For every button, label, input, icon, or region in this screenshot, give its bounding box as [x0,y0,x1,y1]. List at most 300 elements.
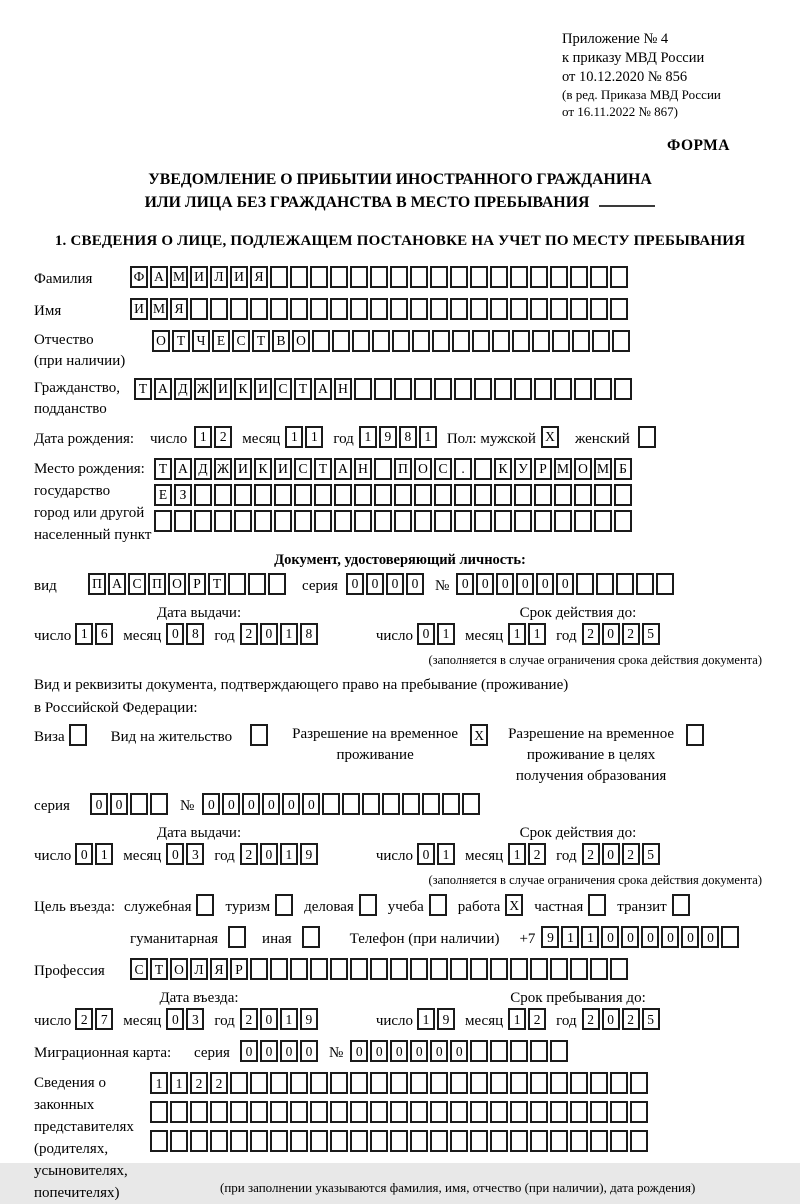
char-cell-filled[interactable]: 1 [194,426,212,448]
char-cell-empty[interactable] [510,958,528,980]
char-cell-filled[interactable]: 0 [430,1040,448,1062]
char-cell-filled[interactable]: М [150,298,168,320]
char-cell-empty[interactable] [572,330,590,352]
char-cell-filled[interactable]: 8 [186,623,204,645]
char-cell-empty[interactable] [554,510,572,532]
char-cell-filled[interactable]: Ж [194,378,212,400]
char-cell-empty[interactable] [414,510,432,532]
char-cell-filled[interactable]: Е [212,330,230,352]
purpose-private-checkbox[interactable] [588,894,608,916]
char-cell-empty[interactable] [170,1130,188,1152]
char-cell-filled[interactable]: 0 [202,793,220,815]
char-cell-empty[interactable] [590,1101,608,1123]
char-cell-filled[interactable]: 2 [622,1008,640,1030]
char-cell-filled[interactable]: А [314,378,332,400]
char-cell-filled[interactable]: 0 [602,843,620,865]
char-cell-filled[interactable]: 1 [75,623,93,645]
char-cell-empty[interactable] [550,266,568,288]
char-cell-empty[interactable] [430,1101,448,1123]
char-cell-filled[interactable]: 9 [541,926,559,948]
char-cell-empty[interactable] [350,958,368,980]
char-cell-filled[interactable]: 0 [260,843,278,865]
char-cell-filled[interactable]: 0 [602,623,620,645]
char-cell-empty[interactable] [322,793,340,815]
char-cell-empty[interactable] [510,1101,528,1123]
char-cell-empty[interactable] [69,724,87,746]
char-cell-empty[interactable] [154,510,172,532]
char-cell-filled[interactable]: 8 [300,623,318,645]
char-cell-empty[interactable] [268,573,286,595]
char-cell-empty[interactable] [590,266,608,288]
char-cell-empty[interactable] [454,378,472,400]
char-cell-filled[interactable]: 1 [95,843,113,865]
char-cell-empty[interactable] [390,1101,408,1123]
char-cell-empty[interactable] [594,510,612,532]
char-cell-empty[interactable] [610,1072,628,1094]
char-cell-empty[interactable] [616,573,634,595]
char-cell-filled[interactable]: 5 [642,623,660,645]
char-cell-filled[interactable]: Я [170,298,188,320]
char-cell-empty[interactable] [450,1072,468,1094]
char-cell-empty[interactable] [228,573,246,595]
char-cell-empty[interactable] [514,378,532,400]
char-cell-empty[interactable] [330,266,348,288]
char-cell-filled[interactable]: С [274,378,292,400]
char-cell-empty[interactable] [576,573,594,595]
char-cell-empty[interactable] [250,298,268,320]
char-cell-empty[interactable] [294,484,312,506]
char-cell-empty[interactable] [270,1130,288,1152]
char-cell-filled[interactable]: Р [188,573,206,595]
char-cell-empty[interactable] [414,484,432,506]
char-cell-empty[interactable] [330,1101,348,1123]
char-cell-filled[interactable]: 1 [280,623,298,645]
char-cell-filled[interactable]: 0 [641,926,659,948]
char-cell-empty[interactable] [430,958,448,980]
char-cell-empty[interactable] [630,1072,648,1094]
char-cell-empty[interactable] [290,1130,308,1152]
char-cell-filled[interactable]: И [130,298,148,320]
char-cell-filled[interactable]: 0 [450,1040,468,1062]
char-cell-empty[interactable] [514,484,532,506]
char-cell-filled[interactable]: 0 [701,926,719,948]
char-cell-empty[interactable] [412,330,430,352]
char-cell-filled[interactable]: 0 [681,926,699,948]
char-cell-empty[interactable] [150,793,168,815]
char-cell-empty[interactable] [470,266,488,288]
char-cell-empty[interactable] [230,1101,248,1123]
char-cell-filled[interactable]: 1 [528,623,546,645]
char-cell-filled[interactable]: 3 [186,843,204,865]
char-cell-empty[interactable] [490,1072,508,1094]
char-cell-filled[interactable]: X [470,724,488,746]
char-cell-empty[interactable] [530,266,548,288]
char-cell-filled[interactable]: 0 [90,793,108,815]
char-cell-filled[interactable]: 1 [437,843,455,865]
char-cell-empty[interactable] [310,1130,328,1152]
char-cell-filled[interactable]: 8 [399,426,417,448]
char-cell-empty[interactable] [721,926,739,948]
char-cell-empty[interactable] [370,266,388,288]
char-cell-empty[interactable] [234,510,252,532]
char-cell-filled[interactable]: П [394,458,412,480]
char-cell-empty[interactable] [390,1072,408,1094]
char-cell-empty[interactable] [294,510,312,532]
char-cell-empty[interactable] [374,378,392,400]
char-cell-empty[interactable] [290,266,308,288]
char-cell-empty[interactable] [430,266,448,288]
char-cell-filled[interactable]: 0 [386,573,404,595]
char-cell-empty[interactable] [414,378,432,400]
char-cell-filled[interactable]: 0 [536,573,554,595]
char-cell-empty[interactable] [570,1101,588,1123]
char-cell-empty[interactable] [570,298,588,320]
char-cell-filled[interactable]: 5 [642,1008,660,1030]
char-cell-filled[interactable]: 0 [456,573,474,595]
char-cell-empty[interactable] [490,1130,508,1152]
char-cell-empty[interactable] [470,1072,488,1094]
char-cell-empty[interactable] [196,894,214,916]
char-cell-filled[interactable]: 0 [300,1040,318,1062]
char-cell-filled[interactable]: 0 [410,1040,428,1062]
char-cell-filled[interactable]: 0 [280,1040,298,1062]
char-cell-empty[interactable] [534,378,552,400]
char-cell-empty[interactable] [230,1072,248,1094]
char-cell-empty[interactable] [190,1130,208,1152]
char-cell-empty[interactable] [614,484,632,506]
char-cell-filled[interactable]: А [154,378,172,400]
char-cell-empty[interactable] [290,958,308,980]
char-cell-empty[interactable] [610,958,628,980]
char-cell-empty[interactable] [270,266,288,288]
char-cell-filled[interactable]: 5 [642,843,660,865]
char-cell-empty[interactable] [470,298,488,320]
char-cell-filled[interactable]: Т [172,330,190,352]
char-cell-filled[interactable]: 1 [305,426,323,448]
char-cell-filled[interactable]: Р [534,458,552,480]
char-cell-filled[interactable]: С [130,958,148,980]
char-cell-filled[interactable]: 9 [300,843,318,865]
char-cell-empty[interactable] [290,1101,308,1123]
char-cell-filled[interactable]: . [454,458,472,480]
char-cell-empty[interactable] [494,510,512,532]
char-cell-empty[interactable] [410,1101,428,1123]
char-cell-filled[interactable]: С [434,458,452,480]
char-cell-filled[interactable]: 1 [285,426,303,448]
char-cell-empty[interactable] [462,793,480,815]
char-cell-empty[interactable] [194,510,212,532]
char-cell-empty[interactable] [472,330,490,352]
char-cell-empty[interactable] [452,330,470,352]
char-cell-empty[interactable] [530,1072,548,1094]
char-cell-empty[interactable] [432,330,450,352]
char-cell-empty[interactable] [370,1072,388,1094]
char-cell-filled[interactable]: 1 [508,1008,526,1030]
char-cell-empty[interactable] [410,958,428,980]
temp-residence-checkbox[interactable] [470,724,490,746]
char-cell-empty[interactable] [530,1101,548,1123]
char-cell-empty[interactable] [612,330,630,352]
char-cell-empty[interactable] [370,298,388,320]
char-cell-empty[interactable] [532,330,550,352]
char-cell-empty[interactable] [334,484,352,506]
char-cell-empty[interactable] [374,458,392,480]
char-cell-empty[interactable] [382,793,400,815]
char-cell-filled[interactable]: Я [210,958,228,980]
char-cell-filled[interactable]: 2 [582,623,600,645]
char-cell-filled[interactable]: 7 [95,1008,113,1030]
char-cell-empty[interactable] [250,724,268,746]
char-cell-empty[interactable] [402,793,420,815]
char-cell-empty[interactable] [214,510,232,532]
char-cell-empty[interactable] [550,1101,568,1123]
char-cell-empty[interactable] [574,378,592,400]
char-cell-filled[interactable]: О [152,330,170,352]
char-cell-filled[interactable]: О [170,958,188,980]
char-cell-empty[interactable] [656,573,674,595]
purpose-humanitarian-checkbox[interactable] [228,926,248,948]
char-cell-empty[interactable] [470,1040,488,1062]
char-cell-empty[interactable] [270,958,288,980]
char-cell-empty[interactable] [552,330,570,352]
char-cell-empty[interactable] [410,1130,428,1152]
char-cell-empty[interactable] [374,484,392,506]
char-cell-empty[interactable] [150,1101,168,1123]
char-cell-empty[interactable] [390,958,408,980]
char-cell-empty[interactable] [434,484,452,506]
char-cell-empty[interactable] [274,484,292,506]
char-cell-empty[interactable] [454,484,472,506]
char-cell-empty[interactable] [614,510,632,532]
char-cell-empty[interactable] [554,378,572,400]
char-cell-filled[interactable]: С [232,330,250,352]
char-cell-empty[interactable] [390,298,408,320]
char-cell-filled[interactable]: 0 [302,793,320,815]
char-cell-empty[interactable] [314,484,332,506]
char-cell-filled[interactable]: 0 [75,843,93,865]
char-cell-filled[interactable]: 0 [661,926,679,948]
visa-checkbox[interactable] [69,724,89,746]
char-cell-empty[interactable] [550,298,568,320]
char-cell-filled[interactable]: 0 [406,573,424,595]
char-cell-empty[interactable] [570,1072,588,1094]
char-cell-filled[interactable]: 2 [622,623,640,645]
char-cell-empty[interactable] [590,298,608,320]
char-cell-empty[interactable] [250,958,268,980]
sex-female-checkbox[interactable] [638,426,658,448]
char-cell-empty[interactable] [274,510,292,532]
char-cell-filled[interactable]: М [170,266,188,288]
char-cell-filled[interactable]: И [190,266,208,288]
char-cell-filled[interactable]: 0 [260,1040,278,1062]
char-cell-filled[interactable]: 0 [260,1008,278,1030]
char-cell-empty[interactable] [190,1101,208,1123]
char-cell-empty[interactable] [450,266,468,288]
purpose-business-checkbox[interactable] [359,894,379,916]
char-cell-empty[interactable] [570,958,588,980]
char-cell-filled[interactable]: А [174,458,192,480]
char-cell-filled[interactable]: Л [210,266,228,288]
char-cell-filled[interactable]: О [574,458,592,480]
char-cell-filled[interactable]: М [554,458,572,480]
char-cell-filled[interactable]: К [494,458,512,480]
char-cell-filled[interactable]: С [128,573,146,595]
temp-residence-edu-checkbox[interactable] [686,724,706,746]
char-cell-empty[interactable] [550,1072,568,1094]
char-cell-filled[interactable]: Т [294,378,312,400]
char-cell-empty[interactable] [590,1072,608,1094]
char-cell-filled[interactable]: X [541,426,559,448]
char-cell-empty[interactable] [610,266,628,288]
char-cell-filled[interactable]: 0 [621,926,639,948]
char-cell-empty[interactable] [228,926,246,948]
char-cell-filled[interactable]: 0 [166,1008,184,1030]
char-cell-filled[interactable]: Т [252,330,270,352]
char-cell-empty[interactable] [354,378,372,400]
char-cell-empty[interactable] [430,298,448,320]
char-cell-filled[interactable]: Р [230,958,248,980]
char-cell-filled[interactable]: 1 [170,1072,188,1094]
char-cell-empty[interactable] [450,958,468,980]
char-cell-empty[interactable] [510,298,528,320]
char-cell-filled[interactable]: Е [154,484,172,506]
char-cell-filled[interactable]: 0 [476,573,494,595]
char-cell-empty[interactable] [554,484,572,506]
char-cell-empty[interactable] [490,298,508,320]
char-cell-filled[interactable]: Ч [192,330,210,352]
char-cell-filled[interactable]: 1 [280,843,298,865]
char-cell-empty[interactable] [290,1072,308,1094]
char-cell-empty[interactable] [270,1101,288,1123]
char-cell-empty[interactable] [248,573,266,595]
char-cell-empty[interactable] [310,298,328,320]
char-cell-empty[interactable] [250,1072,268,1094]
char-cell-filled[interactable]: Т [154,458,172,480]
char-cell-empty[interactable] [370,958,388,980]
char-cell-empty[interactable] [394,510,412,532]
char-cell-filled[interactable]: 2 [622,843,640,865]
char-cell-filled[interactable]: З [174,484,192,506]
char-cell-filled[interactable]: Н [334,378,352,400]
char-cell-empty[interactable] [394,378,412,400]
char-cell-filled[interactable]: 0 [262,793,280,815]
char-cell-filled[interactable]: Т [314,458,332,480]
char-cell-filled[interactable]: К [234,378,252,400]
char-cell-filled[interactable]: 0 [366,573,384,595]
char-cell-empty[interactable] [590,1130,608,1152]
char-cell-filled[interactable]: Л [190,958,208,980]
char-cell-filled[interactable]: Д [174,378,192,400]
char-cell-filled[interactable]: Я [250,266,268,288]
char-cell-empty[interactable] [254,484,272,506]
char-cell-filled[interactable]: Ф [130,266,148,288]
char-cell-filled[interactable]: 0 [222,793,240,815]
char-cell-filled[interactable]: 0 [166,623,184,645]
char-cell-empty[interactable] [570,1130,588,1152]
char-cell-empty[interactable] [170,1101,188,1123]
char-cell-empty[interactable] [596,573,614,595]
char-cell-empty[interactable] [588,894,606,916]
char-cell-filled[interactable]: Т [208,573,226,595]
char-cell-empty[interactable] [422,793,440,815]
char-cell-empty[interactable] [392,330,410,352]
char-cell-empty[interactable] [254,510,272,532]
char-cell-empty[interactable] [310,958,328,980]
char-cell-empty[interactable] [250,1101,268,1123]
char-cell-empty[interactable] [302,926,320,948]
char-cell-filled[interactable]: 1 [150,1072,168,1094]
char-cell-filled[interactable]: 1 [508,623,526,645]
char-cell-filled[interactable]: 2 [75,1008,93,1030]
char-cell-empty[interactable] [550,1130,568,1152]
char-cell-empty[interactable] [470,1130,488,1152]
char-cell-empty[interactable] [434,378,452,400]
char-cell-empty[interactable] [530,1040,548,1062]
char-cell-empty[interactable] [430,1072,448,1094]
char-cell-filled[interactable]: В [272,330,290,352]
char-cell-empty[interactable] [474,484,492,506]
char-cell-filled[interactable]: 0 [166,843,184,865]
char-cell-empty[interactable] [494,484,512,506]
char-cell-filled[interactable]: С [294,458,312,480]
char-cell-filled[interactable]: И [234,458,252,480]
char-cell-empty[interactable] [194,484,212,506]
char-cell-empty[interactable] [330,1072,348,1094]
purpose-study-checkbox[interactable] [429,894,449,916]
char-cell-empty[interactable] [250,1130,268,1152]
char-cell-filled[interactable]: 2 [582,843,600,865]
char-cell-filled[interactable]: 0 [496,573,514,595]
char-cell-empty[interactable] [372,330,390,352]
char-cell-filled[interactable]: 0 [556,573,574,595]
char-cell-empty[interactable] [314,510,332,532]
char-cell-empty[interactable] [594,484,612,506]
char-cell-empty[interactable] [342,793,360,815]
char-cell-filled[interactable]: 1 [508,843,526,865]
char-cell-filled[interactable]: 0 [242,793,260,815]
char-cell-empty[interactable] [330,1130,348,1152]
char-cell-filled[interactable]: X [505,894,523,916]
char-cell-empty[interactable] [512,330,530,352]
char-cell-empty[interactable] [510,1040,528,1062]
char-cell-empty[interactable] [510,1130,528,1152]
char-cell-empty[interactable] [130,793,148,815]
char-cell-empty[interactable] [434,510,452,532]
char-cell-empty[interactable] [370,1101,388,1123]
char-cell-filled[interactable]: 0 [346,573,364,595]
char-cell-empty[interactable] [330,958,348,980]
char-cell-filled[interactable]: У [514,458,532,480]
char-cell-filled[interactable]: Т [134,378,152,400]
char-cell-empty[interactable] [636,573,654,595]
char-cell-filled[interactable]: И [214,378,232,400]
char-cell-filled[interactable]: 1 [437,623,455,645]
char-cell-empty[interactable] [570,266,588,288]
char-cell-empty[interactable] [174,510,192,532]
char-cell-empty[interactable] [210,1130,228,1152]
char-cell-empty[interactable] [354,484,372,506]
char-cell-filled[interactable]: И [230,266,248,288]
char-cell-empty[interactable] [592,330,610,352]
char-cell-empty[interactable] [374,510,392,532]
purpose-tourism-checkbox[interactable] [275,894,295,916]
char-cell-empty[interactable] [492,330,510,352]
char-cell-filled[interactable]: 2 [528,1008,546,1030]
char-cell-filled[interactable]: П [148,573,166,595]
char-cell-filled[interactable]: 0 [417,623,435,645]
char-cell-filled[interactable]: 0 [110,793,128,815]
char-cell-filled[interactable]: 1 [561,926,579,948]
